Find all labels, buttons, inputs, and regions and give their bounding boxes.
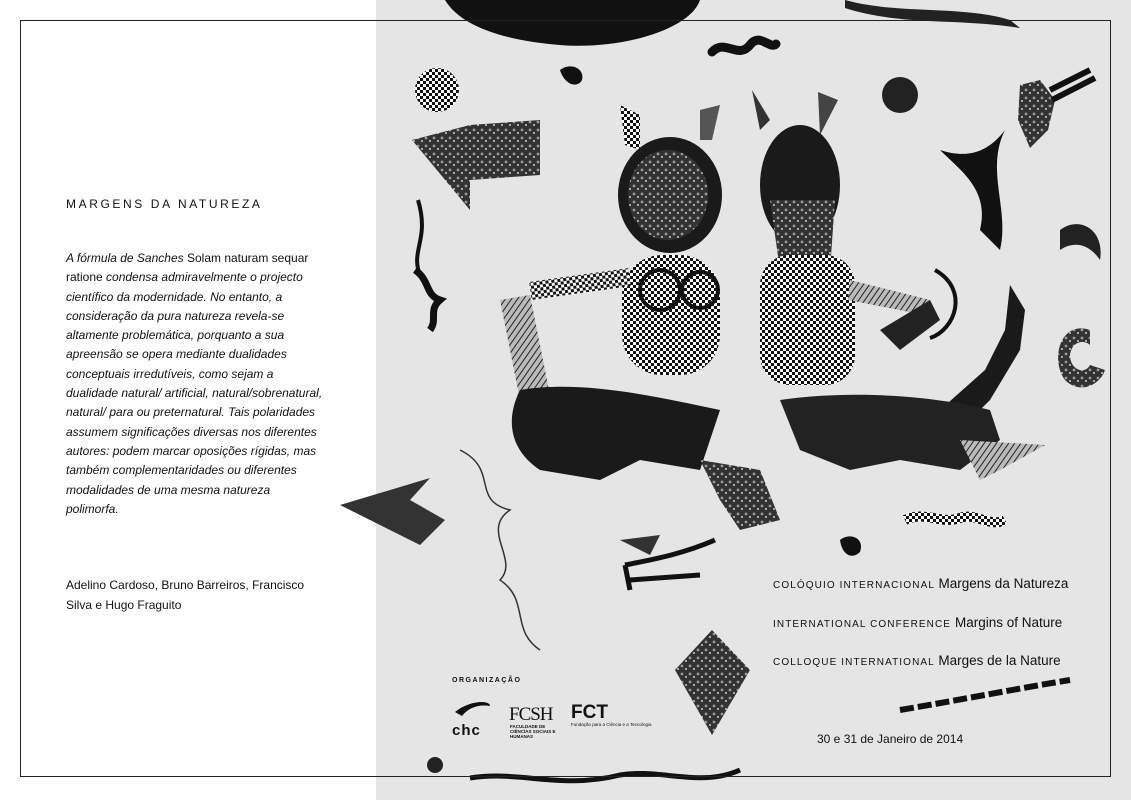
mid-squiggle xyxy=(905,516,1005,522)
conference-line-fr xyxy=(773,653,1061,668)
small-boat xyxy=(620,535,660,555)
scribble-lines xyxy=(460,450,540,650)
figure1-ear-right xyxy=(700,105,720,140)
top-wave xyxy=(845,0,1020,28)
bottom-blob xyxy=(427,757,443,773)
chc-logo: chc xyxy=(452,722,481,739)
event-dates: 30 e 31 de Janeiro de 2014 xyxy=(817,732,964,746)
conference-prefix-fr: COLLOQUE INTERNATIONAL xyxy=(773,657,935,668)
conference-name-pt: Margens da Natureza xyxy=(938,576,1069,591)
figure1-legs xyxy=(512,387,720,480)
figure1-arm xyxy=(529,268,631,300)
bottom-brush-stroke xyxy=(900,680,1070,710)
left-squiggles xyxy=(415,270,440,330)
right-wing xyxy=(960,440,1045,480)
figure2-ear-left xyxy=(752,90,770,130)
right-c-shape xyxy=(1058,328,1105,387)
panda-blob xyxy=(882,77,918,113)
top-ink-blob xyxy=(445,0,700,46)
conference-line-pt xyxy=(773,576,1068,591)
grapes xyxy=(1018,80,1055,148)
figure2-body xyxy=(760,255,855,385)
ornament-tile xyxy=(675,630,750,735)
squiggle xyxy=(712,40,776,52)
fcsh-logo: FCSH xyxy=(509,704,553,725)
abstract-italic-lead: A fórmula de Sanches xyxy=(66,251,187,265)
checker-circle xyxy=(415,68,459,112)
left-curl xyxy=(417,200,422,275)
conference-name-en: Margins of Nature xyxy=(954,615,1063,630)
crescent-right xyxy=(1060,224,1101,260)
small-blob xyxy=(560,66,582,84)
figure2-legs xyxy=(780,395,1000,470)
figure2-ear-right xyxy=(818,92,838,135)
conference-prefix-pt: COLÓQUIO INTERNACIONAL xyxy=(773,580,935,591)
authors: Adelino Cardoso, Bruno Barreiros, Francisco Silva e Hugo Fraguito xyxy=(66,578,305,612)
conference-prefix-en: INTERNATIONAL CONFERENCE xyxy=(773,619,952,630)
right-curve xyxy=(930,270,956,338)
conference-line-en xyxy=(773,615,1062,630)
right-x-mark xyxy=(940,130,1005,250)
center-leg-shape xyxy=(700,460,780,530)
figure1-ear-left xyxy=(620,105,640,150)
fcsh-logo-subtitle: FACULDADE DE CIÊNCIAS SOCIAIS E HUMANAS xyxy=(510,724,556,739)
chc-logo-icon xyxy=(455,702,490,716)
small-blob-right xyxy=(840,536,861,555)
figure1-face xyxy=(628,150,708,240)
arrow-shape-left xyxy=(412,120,540,210)
organization-label: ORGANIZAÇÃO xyxy=(452,677,522,684)
top-right-strokes xyxy=(1050,70,1095,100)
arrow-shape-lower xyxy=(340,478,445,545)
abstract-latin-quote: Solam naturam sequar ratione xyxy=(66,251,309,285)
bottom-ink-line xyxy=(470,770,740,781)
fct-logo: FCT xyxy=(571,702,608,723)
page-title: MARGENS DA NATUREZA xyxy=(66,197,263,211)
fct-logo-subtitle: Fundação para a Ciência e a Tecnologia xyxy=(571,722,652,727)
conference-name-fr: Marges de la Nature xyxy=(938,653,1061,668)
abstract-body: condensa admiravelmente o projecto científico da modernidade. No entanto, a consideração da pura natureza revela-se altamente problemática, porquanto a sua apreensão se opera mediante dualidades conceptuais irredutíveis, como sejam a dualidade natural/ artificial, natural/sobrenatural, natural/ para ou preternatural. Tais polaridades assumem significações diversas nos diferentes autores: podem marcar oposições rígidas, mas também complementaridades ou diferentes modalidades de uma mesma natureza polimorfa. xyxy=(66,270,323,516)
